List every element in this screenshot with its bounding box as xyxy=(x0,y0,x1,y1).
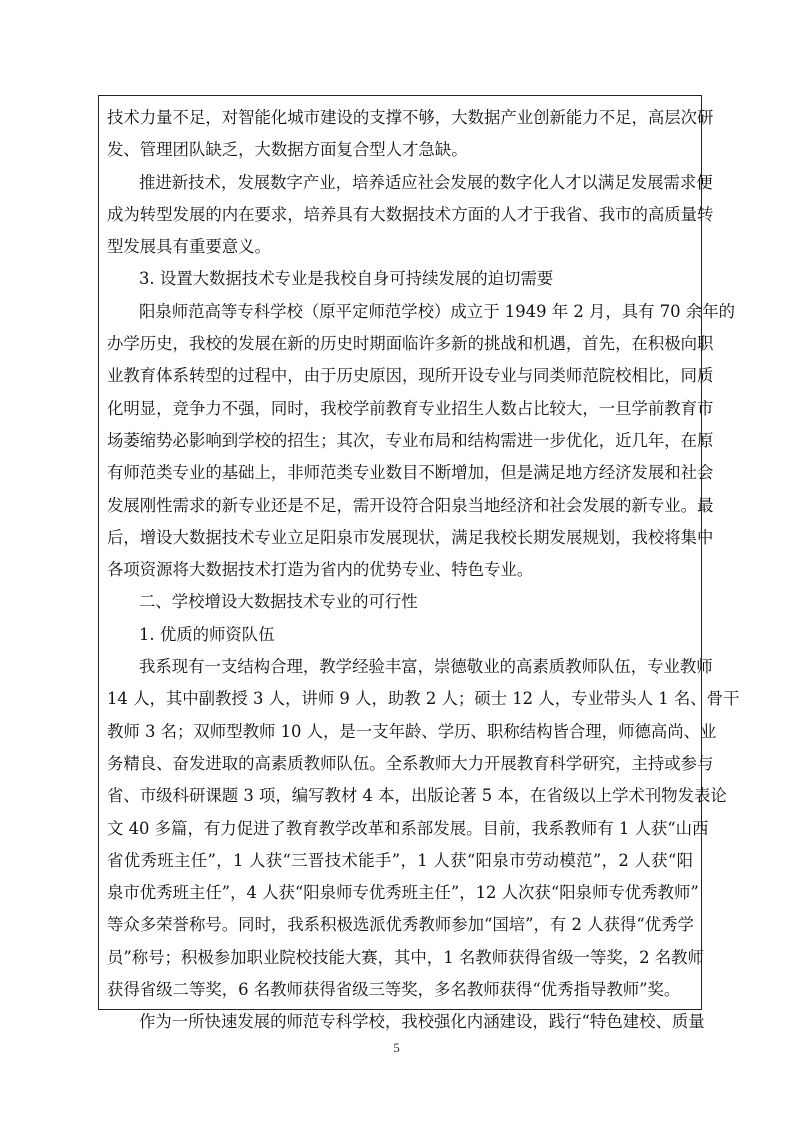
text-line: 后，增设大数据技术专业立足阳泉市发展现状，满足我校长期发展规划，我校将集中 xyxy=(107,527,714,547)
text-line: 技术力量不足，对智能化城市建设的支撑不够，大数据产业创新能力不足，高层次研 xyxy=(107,108,714,127)
document-body xyxy=(99,96,740,1039)
text-line: 省、市级科研课题 3 项，编写教材 4 本，出版论著 5 本，在省级以上学术刊物发表论 xyxy=(107,786,727,806)
text-line: 教师 3 名；双师型教师 10 人，是一支年龄、学历、职称结构皆合理，师德高尚、业 xyxy=(107,721,717,741)
text-line: 获得省级二等奖，6 名教师获得省级三等奖，多名教师获得“优秀指导教师”奖。 xyxy=(107,980,681,1000)
text-line: 泉市优秀班主任”，4 人获“阳泉师专优秀班主任”，12 人次获“阳泉师专优秀教师” xyxy=(107,883,699,903)
text-line: 员”称号；积极参加职业院校技能大赛，其中，1 名教师获得省级一等奖，2 名教师 xyxy=(107,947,704,967)
text-line: 发展刚性需求的新专业还是不足，需开设符合阳泉当地经济和社会发展的新专业。最 xyxy=(107,495,714,515)
document-frame xyxy=(98,95,740,1032)
text-line: 各项资源将大数据技术打造为省内的优势专业、特色专业。 xyxy=(107,560,534,580)
text-line: 省优秀班主任”，1 人获“三晋技术能手”，1 人获“阳泉市劳动模范”，2 人获“阳 xyxy=(107,850,693,870)
text-line: 化明显，竞争力不强，同时，我校学前教育专业招生人数占比较大，一旦学前教育市 xyxy=(107,398,714,418)
text-line: 有师范类专业的基础上，非师范类专业数目不断增加，但是满足地方经济发展和社会 xyxy=(107,463,714,483)
page-number: 5 xyxy=(393,1040,400,1055)
text-line: 办学历史，我校的发展在新的历史时期面临许多新的挑战和机遇，首先，在积极向职 xyxy=(107,334,714,354)
text-line: 发、管理团队缺乏，大数据方面复合型人才急缺。 xyxy=(107,140,468,160)
text-line: 成为转型发展的内在要求，培养具有大数据技术方面的人才于我省、我市的高质量转 xyxy=(107,204,714,224)
text-line: 场萎缩势必影响到学校的招生；其次，专业布局和结构需进一步优化，近几年，在原 xyxy=(107,430,714,450)
text-line: 1. 优质的师资队伍 xyxy=(139,624,275,644)
text-line: 等众多荣誉称号。同时，我系积极选派优秀教师参加“国培”，有 2 人获得“优秀学 xyxy=(107,915,694,935)
text-line: 14 人，其中副教授 3 人，讲师 9 人，助教 2 人；硕士 12 人，专业带头人 1 名、骨干 xyxy=(107,689,740,709)
text-line: 二、学校增设大数据技术专业的可行性 xyxy=(139,592,418,612)
text-line: 型发展具有重要意义。 xyxy=(107,237,271,257)
text-line: 我系现有一支结构合理，教学经验丰富，崇德敬业的高素质教师队伍，专业教师 xyxy=(139,657,713,677)
text-line: 业教育体系转型的过程中，由于历史原因，现所开设专业与同类师范院校相比，同质 xyxy=(107,366,714,386)
text-line: 务精良、奋发进取的高素质教师队伍。全系教师大力开展教育科学研究，主持或参与 xyxy=(107,753,714,773)
text-line: 阳泉师范高等专科学校（原平定师范学校）成立于 1949 年 2 月，具有 70 余年的 xyxy=(139,301,735,321)
text-line: 文 40 多篇，有力促进了教育教学改革和系部发展。目前，我系教师有 1 人获“山西 xyxy=(107,818,709,838)
text-line: 3. 设置大数据技术专业是我校自身可持续发展的迫切需要 xyxy=(139,269,554,289)
text-line: 作为一所快速发展的师范专科学校，我校强化内涵建设，践行“特色建校、质量 xyxy=(139,1012,705,1032)
text-line: 推进新技术，发展数字产业，培养适应社会发展的数字化人才以满足发展需求便 xyxy=(139,172,713,192)
